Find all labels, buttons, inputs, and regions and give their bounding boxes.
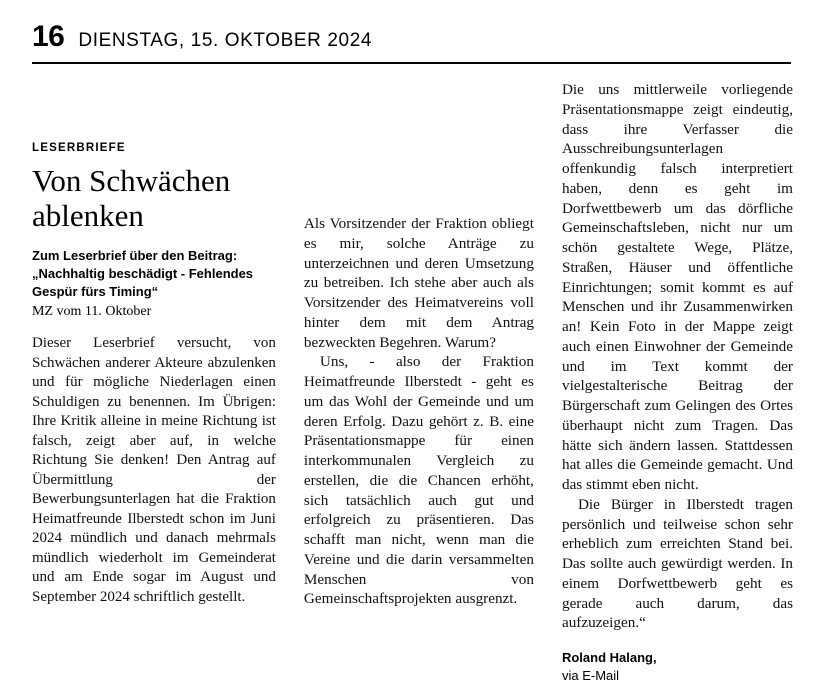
body-paragraph: Dieser Leserbrief versucht, von Schwächen anderer Akteure abzulenken und für mögliche Niederlagen einen Schuldigen zu benennen. Im Übrigen: Ihre Kritik alleine in meine Richtung ist falsch, zeigt aber auf, in welche Richtung Sie denken! Den Antrag auf Übermittlung der Bewerbungsunterlagen hat die Fraktion Heimatfreunde Ilberstedt schon im Juni 2024 mündlich und danach mehrmals mündlich wiederholt im Gemeinderat und am Ende sogar im August und September 2024 schriftlich gestellt. [32,335,276,605]
body-paragraph: Als Vorsitzender der Fraktion obliegt es mir, solche Anträge zu unterzeichnen und deren Umsetzung zu betreiben. Ich stehe aber auch als Vorsitzender des Heimatvereins voll hinter dem mit dem Antrag bezweckten Begehren. Warum? [303,215,534,351]
header-rule [32,62,791,64]
masthead [32,22,791,52]
signature [562,649,793,684]
article-columns [32,80,793,683]
column-1 [32,80,276,672]
body-paragraph: Die Bürger in Ilberstedt tragen persönlich und teilweise schon sehr erheblich zum erreichten Stand bei. Das sollte auch gewürdigt werden. In einem Dorfwettbewerb geht es gerade auch darum, das aufzuzeigen.“ [561,495,793,632]
column-3 [561,80,793,683]
page-title: Von Schwächen ablenken [32,163,231,233]
signature-name: Roland Halang, [561,650,657,665]
page-number: 16 [32,20,65,53]
masthead-date: DIENSTAG, 15. OKTOBER 2024 [78,30,373,51]
source-line: MZ vom 11. Oktober [32,304,152,320]
signature-contact: via E-Mail [561,667,620,683]
section-kicker: LESERBRIEFE [32,142,126,154]
column-2 [304,80,534,672]
standfirst: Zum Leserbrief über den Beitrag: „Nachhaltig beschädigt - Fehlendes Gespür fürs Timing“ [32,248,254,300]
body-paragraph: Die uns mittlerweile vorliegende Präsentationsmappe zeigt eindeutig, dass ihre Verfasser die Ausschreibungsunterlagen offenkundig falsch interpretiert haben, denn es geht im Dorfwettbewerb um das dörfliche Gemeinschaftsleben, nicht nur um schön gestaltete Wege, Plätze, Straßen, Häuser und öffentliche Einrichtungen; somit kommt es auf Menschen und ihr Zusammenwirken an! Kein Foto in der Mappe zeigt auch einen Einwohner der Gemeinde und im Text kommt der vielgestalterische Beitrag der Bürgerschaft zum Gelingen des Ortes überhaupt nicht zum Tragen. Das hätte sich ändern lassen. Stattdessen hat alles die Gemeinde gemacht. Und das stimmt eben nicht. [561,81,793,493]
body-paragraph: Uns, - also der Fraktion Heimatfreunde Ilberstedt - geht es um das Wohl der Gemeinde und um deren Erfolg. Dazu gehört z. B. eine Präsentationsmappe für einen interkommunalen Vergleich zu erstellen, die die Chancen erhöht, sich tatsächlich auch gut und erfolgreich zu präsentieren. Das schafft man nicht, wenn man die Vereine und die darin versammelten Menschen von Gemeinschaftsprojekten ausgrenzt. [303,353,534,608]
